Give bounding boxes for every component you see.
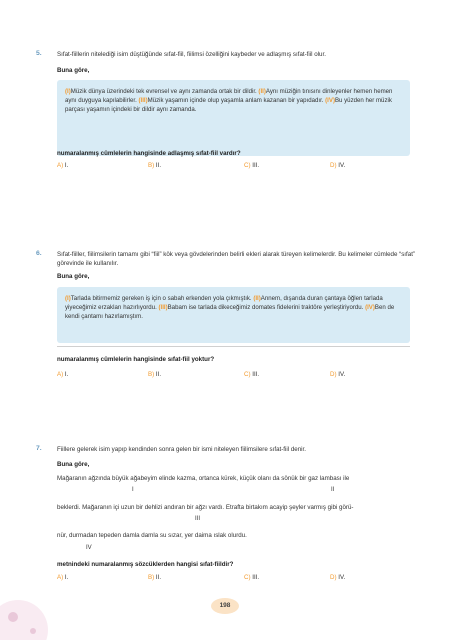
question-7-stem: Fiillere gelerek isim yapıp kendinden sonra gelen bir ismi niteleyen fiilimsilere sıfat-fiil denir. [57,446,306,453]
option-text: III. [252,371,260,378]
option-text: I. [64,574,69,581]
question-6-stem: Sıfat-fiiller, fiilimsilerin tamamı gibi “fiil” kök veya gövdelerinden belirli ekleri alarak türeyen kelimelerdir. Bu kelimeler cümlede “sıfat” görevinde ile kullanılır. [57,251,415,267]
option-text: II. [155,371,162,378]
option-text: III. [252,162,260,169]
option-letter: B) [148,574,155,581]
question-7-question: metnindeki numaralanmış sözcüklerden hangisi sıfat-fiildir? [57,561,234,568]
option-letter: D) [330,162,337,169]
option-letter: B) [148,371,155,378]
option-text: IV. [338,162,346,169]
option-letter: D) [330,371,337,378]
option-letter: A) [57,162,64,169]
roman-label-2: II [331,487,335,493]
dot-decoration [8,612,18,622]
question-7-lead: Buna göre, [57,461,90,468]
corner-decoration [0,600,48,640]
question-5-lead: Buna göre, [57,67,90,74]
roman-numeral: (IV) [325,97,335,105]
option-letter: C) [244,162,251,169]
dot-decoration [30,628,36,634]
question-7-number: 7. [36,445,42,452]
question-6-question: numaralanmış cümlelerin hangisinde sıfat-fiil yoktur? [57,356,215,363]
question-5-stem: Sıfat-fiillerin nitelediği isim düştüğünde sıfat-fiil, fiilimsi özelliğini kaybeder ve adlaşmış sıfat-fiil olur. [57,51,326,58]
option-text: II. [155,574,162,581]
question-7-text-line-3: nür, durmadan tepeden damla damla su sızar, yer daima ıslak olurdu. [57,532,247,539]
sentence: Babam ise tarlada dikeceğimiz domates fidelerini traktöre yerleştiriyordu. [167,304,366,312]
option-c[interactable] [244,371,259,378]
option-d[interactable] [330,574,345,581]
option-text: IV. [338,371,346,378]
roman-label-4: IV [86,545,92,551]
question-6-passage [65,294,402,322]
question-5-number: 5. [36,50,42,57]
option-text: I. [64,371,69,378]
option-text: I. [64,162,69,169]
option-text: III. [252,574,260,581]
option-d[interactable] [330,371,345,378]
divider [57,346,410,347]
roman-label-3: III [195,516,201,522]
option-b[interactable] [148,574,161,581]
sentence: Müzik yaşamın içinde olup yaşamla anlam kazanan bir yapıdadır. [147,97,326,105]
question-6-number: 6. [36,250,42,257]
question-5-passage [65,87,402,115]
question-5-passage-box [57,80,410,156]
roman-numeral: (IV) [365,304,375,312]
question-7-text-line-1: Mağaranın ağzında büyük ağabeyim elinde kazma, ortanca kürek, küçük olanı da sönük bir gaz lambası ile [57,475,350,482]
option-b[interactable] [148,371,161,378]
option-text: IV. [338,574,346,581]
roman-numeral: (II) [258,88,266,95]
option-letter: A) [57,574,64,581]
sentence: Annem, dışarıda duran çantaya öğlen tarlada yiyeceğimiz erzakları hazırlıyordu. [65,295,383,312]
option-a[interactable] [57,574,68,581]
question-6-passage-box [57,287,410,343]
sentence: Müzik dünya üzerindeki tek evrensel ve aynı zamanda ortak bir dildir. [70,88,259,95]
page-number: 198 [211,598,239,614]
option-text: II. [155,162,162,169]
option-d[interactable] [330,162,345,169]
sentence: Tarlada bitirmemiz gereken iş için o sabah erkenden yola çıkmıştık. [70,295,254,302]
roman-numeral: (III) [138,97,148,105]
roman-numeral: (II) [253,295,261,302]
option-a[interactable] [57,162,68,169]
sentence: Aynı müziğin tınısını dinleyenler hemen hemen aynı duyguya kapılabilirler. [65,88,393,105]
sentence: Ben de kendi çantamı hazırlamıştım. [65,304,395,321]
question-7-text-line-2: beklerdi. Mağaranın içi uzun bir dehlizi andıran bir ağzı vardı. Etrafta birtakım acayip şeyler varmış gibi görü- [57,504,354,511]
question-6-lead: Buna göre, [57,273,90,280]
option-letter: B) [148,162,155,169]
question-5-question: numaralanmış cümlelerin hangisinde adlaşmış sıfat-fiil vardır? [57,150,241,157]
option-letter: A) [57,371,64,378]
roman-numeral: (I) [65,295,71,302]
option-c[interactable] [244,574,259,581]
roman-numeral: (I) [65,88,71,95]
option-letter: D) [330,574,337,581]
option-a[interactable] [57,371,68,378]
option-letter: C) [244,371,251,378]
sentence: Bu yüzden her müzik parçası yaşamın içindeki bir dildir aynı zamanda. [65,97,392,114]
roman-label-1: I [132,487,134,493]
option-b[interactable] [148,162,161,169]
option-letter: C) [244,574,251,581]
roman-numeral: (III) [158,304,168,312]
option-c[interactable] [244,162,259,169]
